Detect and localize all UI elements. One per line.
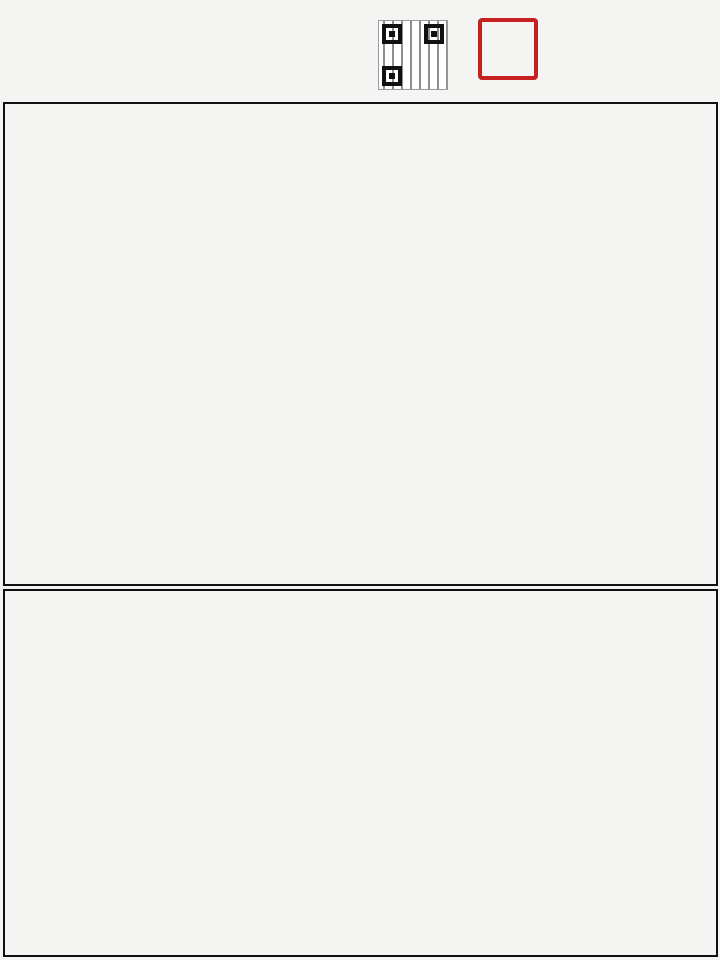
pillars-grid xyxy=(3,102,718,586)
seal-logo xyxy=(478,18,538,80)
qr-finder xyxy=(424,24,444,44)
header-info xyxy=(12,9,16,25)
yearly-grid xyxy=(3,589,718,957)
qr-code[interactable] xyxy=(378,20,448,90)
qr-finder xyxy=(382,24,402,44)
brand-logo xyxy=(478,12,718,82)
qr-finder xyxy=(382,66,402,86)
